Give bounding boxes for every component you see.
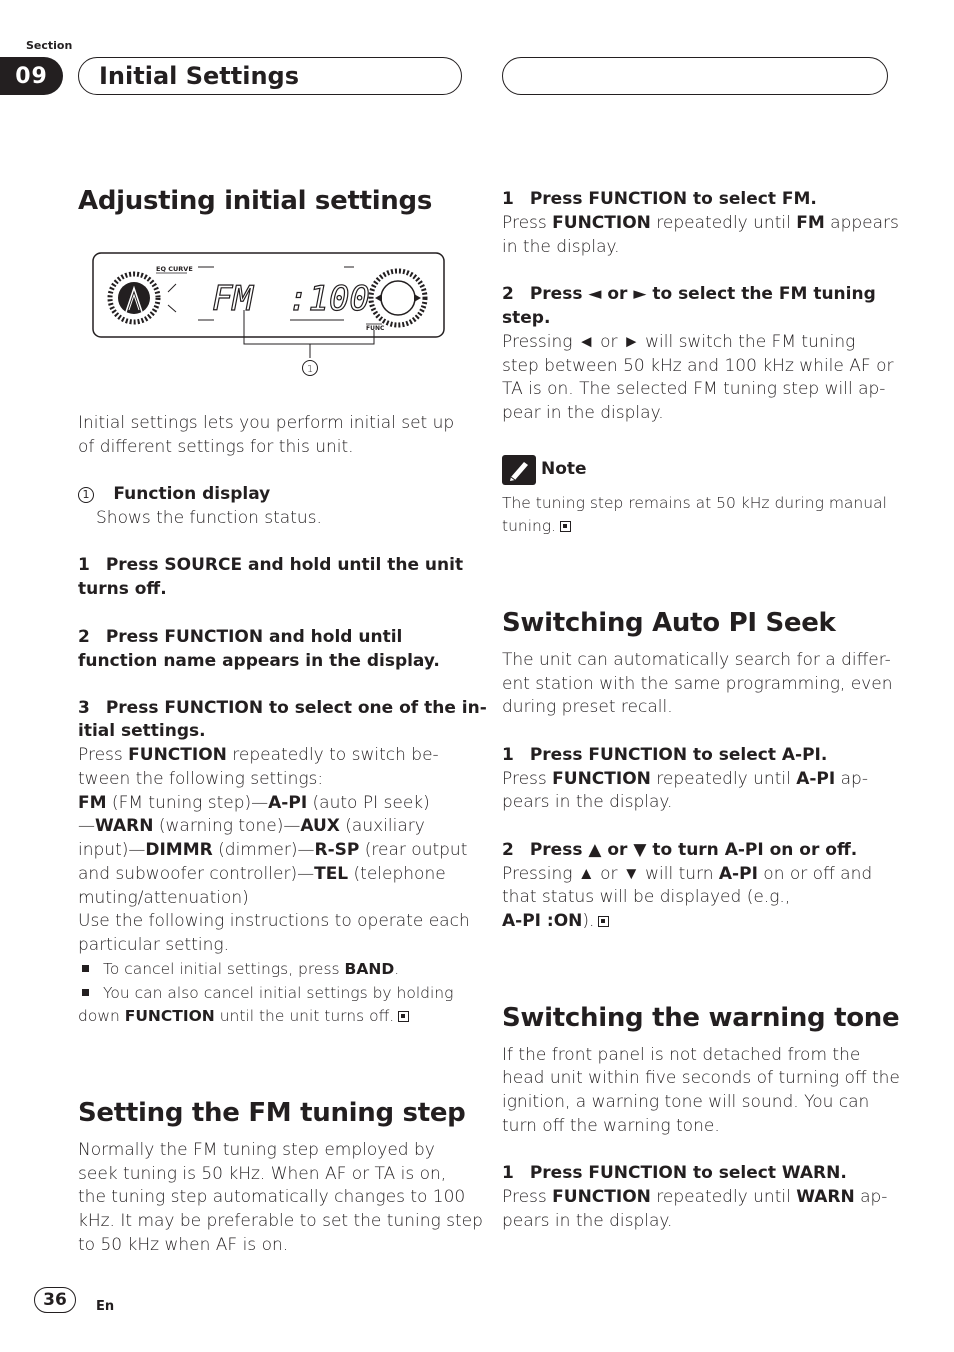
api-paragraph-line1: The unit can automatically search for a differ- [502,650,891,670]
page-number: 36 [34,1287,76,1313]
fm-paragraph-line5: to 50 kHz when AF is on. [78,1235,289,1255]
api-step-1-instruction: 1 Press FUNCTION to select A-PI. [502,745,828,765]
fm-paragraph-line4: kHz. It may be preferable to set the tuning step [78,1211,483,1231]
legend-description: Shows the function status. [96,508,322,528]
settings-list-line1: FM (FM tuning step)—A-PI (auto PI seek) [78,793,430,813]
fm-paragraph-line3: the tuning step automatically changes to 100 [78,1187,466,1207]
step-3-text-line2: itial settings. [78,721,206,741]
note-icon [502,455,536,485]
heading-switching-auto-pi-seek: Switching Auto PI Seek [502,608,836,638]
section-number-badge: 09 [0,57,63,95]
warn-paragraph-line4: turn off the warning tone. [502,1116,720,1136]
fm-step-2-instruction-line2: step. [502,308,551,328]
step-2-instruction [78,626,470,673]
fm-step-2-body-line4: pear in the display. [502,403,664,423]
step-2-number: 2 [78,627,90,647]
settings-list-line2: —WARN (warning tone)—AUX (auxiliary [78,816,425,836]
note-label: Note [541,459,587,479]
heading-adjusting-initial-settings: Adjusting initial settings [78,186,433,216]
callout-number: 1 [306,364,314,375]
api-paragraph-line3: during preset recall. [502,697,673,717]
step-3-body-line1: Press FUNCTION repeatedly to switch be- [78,745,439,765]
section-label: Section [26,39,73,52]
legend-title: Function display [113,484,271,504]
warn-step-1-instruction: 1 Press FUNCTION to select WARN. [502,1163,847,1183]
settings-list-line4: and subwoofer controller)—TEL (telephone [78,864,446,884]
language-code: En [96,1299,115,1314]
warn-paragraph-line1: If the front panel is not detached from the [502,1045,861,1065]
heading-setting-fm-tuning-step: Setting the FM tuning step [78,1098,466,1128]
api-step-2-body-line1: Pressing ▲ or ▼ will turn A-PI on or off and [502,864,873,884]
fm-step-2-instruction: 2 Press ◄ or ► to select the FM tuning [502,284,876,304]
step-3-instruction [78,697,487,721]
step-2-text: Press FUNCTION and hold until function name appears in the display. [78,627,440,671]
fm-step-2-body-line3: TA is on. The selected FM tuning step will ap- [502,379,886,399]
lcd-mode-text: FM [212,279,253,319]
func-label: FUNC [366,325,385,332]
legend-item [78,483,270,507]
lcd-value-text: :100 [288,279,370,319]
step-1-text: Press SOURCE and hold until the unit turns off. [78,555,464,599]
step-1-number: 1 [78,555,90,575]
step-3-body-line2: tween the following settings: [78,769,324,789]
header-empty-box [502,57,888,95]
fm-step-1-instruction: 1 Press FUNCTION to select FM. [502,189,817,209]
bullet-cancel-function-line1: You can also cancel initial settings by holding [78,982,453,1006]
bullet-cancel-band: To cancel initial settings, press BAND. [78,958,399,982]
step-1-instruction [78,554,468,601]
api-step-1-body-line1: Press FUNCTION repeatedly until A-PI ap- [502,769,868,789]
fm-step-2-body-line2: step between 50 kHz and 100 kHz while AF or [502,356,894,376]
api-step-2-instruction: 2 Press ▲ or ▼ to turn A-PI on or off. [502,840,858,860]
heading-switching-warning-tone: Switching the warning tone [502,1003,900,1033]
api-step-2-body-line2: that status will be displayed (e.g., [502,887,791,907]
note-text-line1: The tuning step remains at 50 kHz during manual [502,494,887,512]
fm-step-1-body-line2: in the display. [502,237,620,257]
bullet-square-icon [82,989,89,996]
settings-list-line3: input)—DIMMR (dimmer)—R-SP (rear output [78,840,468,860]
api-step-2-body-line3: A-PI :ON). [502,910,609,934]
settings-list-line5: muting/attenuation) [78,888,249,908]
step-3-text-line1: Press FUNCTION to select one of the in- [105,698,487,718]
note-text-line2: tuning. [502,515,571,539]
warn-step-1-body-line2: pears in the display. [502,1211,673,1231]
end-mark-icon [398,1011,409,1022]
fm-step-1-body-line1: Press FUNCTION repeatedly until FM appears [502,213,899,233]
bullet-square-icon [82,965,89,972]
api-step-1-body-line2: pears in the display. [502,792,673,812]
use-instructions-line1: Use the following instructions to operate each [78,911,470,931]
use-instructions-line2: particular setting. [78,935,229,955]
warn-paragraph-line2: head unit within five seconds of turning off the [502,1068,900,1088]
fm-paragraph-line2: seek tuning is 50 kHz. When AF or TA is on, [78,1164,447,1184]
api-paragraph-line2: ent station with the same programming, even [502,674,893,694]
fm-step-2-body-line1: Pressing ◄ or ► will switch the FM tuning [502,332,856,352]
head-unit-display-figure [90,250,450,380]
warn-step-1-body-line1: Press FUNCTION repeatedly until WARN ap- [502,1187,888,1207]
end-mark-icon [598,916,609,927]
end-mark-icon [560,521,571,532]
fm-paragraph-line1: Normally the FM tuning step employed by [78,1140,435,1160]
eq-curve-label: EQ CURVE [156,265,193,273]
legend-number: 1 [78,487,94,503]
bullet-cancel-function-line2: down FUNCTION until the unit turns off. [78,1005,409,1029]
step-3-number: 3 [78,698,90,718]
chapter-title: Initial Settings [78,57,462,95]
warn-paragraph-line3: ignition, a warning tone will sound. You can [502,1092,870,1112]
intro-paragraph: Initial settings lets you perform initial set up of different settings for this unit. [78,413,455,457]
